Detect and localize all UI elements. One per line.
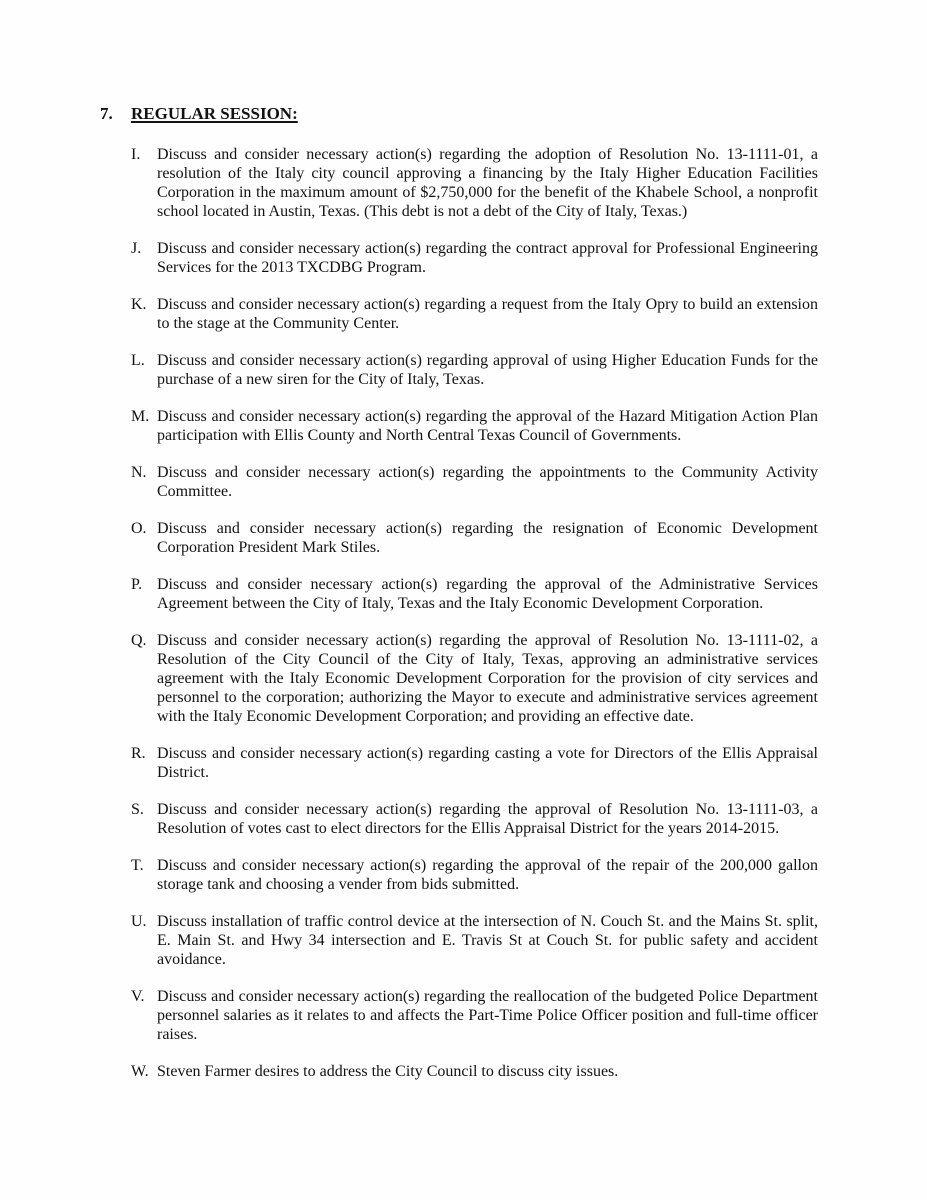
- agenda-item-label: I.: [131, 146, 141, 163]
- agenda-item-label: T.: [131, 857, 144, 874]
- agenda-item-text: Discuss and consider necessary action(s) regarding approval of using Higher Education Funds for the purchase of a new siren for the City of Italy, Texas.: [157, 352, 818, 388]
- agenda-item-text: Discuss and consider necessary action(s) regarding the appointments to the Community Activity Committee.: [157, 464, 818, 500]
- agenda-item-label: R.: [131, 745, 146, 762]
- agenda-item-label: U.: [131, 913, 147, 930]
- agenda-item-text: Discuss and consider necessary action(s) regarding the approval of Resolution No. 13-1111-03, a Resolution of votes cast to elect directors for the Ellis Appraisal District for the years 2014-2015.: [157, 801, 818, 837]
- agenda-item-label: L.: [131, 352, 145, 369]
- agenda-item: [131, 1062, 818, 1081]
- agenda-item-label: J.: [131, 240, 142, 257]
- agenda-item: [131, 463, 818, 501]
- agenda-item-label: K.: [131, 296, 147, 313]
- section-number: 7.: [100, 104, 113, 123]
- section-heading: [100, 104, 927, 124]
- agenda-item: [131, 295, 818, 333]
- agenda-item-text: Steven Farmer desires to address the City Council to discuss city issues.: [157, 1063, 619, 1080]
- agenda-item-label: Q.: [131, 632, 147, 649]
- agenda-item-text: Discuss and consider necessary action(s) regarding the approval of the repair of the 200,000 gallon storage tank and choosing a vender from bids submitted.: [157, 857, 818, 893]
- agenda-item: [131, 987, 818, 1044]
- agenda-item-text: Discuss and consider necessary action(s) regarding a request from the Italy Opry to build an extension to the stage at the Community Center.: [157, 296, 818, 332]
- agenda-item: [131, 239, 818, 277]
- agenda-item: [131, 912, 818, 969]
- agenda-item-label: W.: [131, 1063, 149, 1080]
- agenda-item-label: S.: [131, 801, 144, 818]
- agenda-item: [131, 351, 818, 389]
- section-title: REGULAR SESSION:: [131, 104, 298, 123]
- agenda-item: [131, 519, 818, 557]
- agenda-item-text: Discuss and consider necessary action(s) regarding the resignation of Economic Development Corporation President Mark Stiles.: [157, 520, 818, 556]
- agenda-item-label: N.: [131, 464, 147, 481]
- agenda-item: [131, 856, 818, 894]
- agenda-item-label: O.: [131, 520, 147, 537]
- agenda-item: [131, 631, 818, 726]
- agenda-item-text: Discuss installation of traffic control device at the intersection of N. Couch St. and the Mains St. split, E. Main St. and Hwy 34 intersection and E. Travis St at Couch St. for public safety and accident avoidance.: [157, 913, 818, 968]
- agenda-item-text: Discuss and consider necessary action(s) regarding the approval of Resolution No. 13-1111-02, a Resolution of the City Council of the City of Italy, Texas, approving an administrative services agreement with the Italy Economic Development Corporation for the provision of city services and personnel to the corporation; authorizing the Mayor to execute and administrative services agreement with the Italy Economic Development Corporation; and providing an effective date.: [157, 632, 818, 725]
- agenda-item-text: Discuss and consider necessary action(s) regarding the contract approval for Professional Engineering Services for the 2013 TXCDBG Program.: [157, 240, 818, 276]
- agenda-item: [131, 744, 818, 782]
- agenda-item-label: P.: [131, 576, 143, 593]
- agenda-item: [131, 145, 818, 221]
- agenda-list: [131, 145, 818, 1081]
- agenda-item-text: Discuss and consider necessary action(s) regarding the adoption of Resolution No. 13-1111-01, a resolution of the Italy city council approving a financing by the Italy Higher Education Facilities Corporation in the maximum amount of $2,750,000 for the benefit of the Khabele School, a nonprofit school located in Austin, Texas. (This debt is not a debt of the City of Italy, Texas.): [157, 146, 818, 220]
- agenda-item-label: V.: [131, 988, 145, 1005]
- agenda-item-label: M.: [131, 408, 150, 425]
- agenda-item-text: Discuss and consider necessary action(s) regarding the reallocation of the budgeted Police Department personnel salaries as it relates to and affects the Part-Time Police Officer position and full-time officer raises.: [157, 988, 818, 1043]
- agenda-item-text: Discuss and consider necessary action(s) regarding casting a vote for Directors of the Ellis Appraisal District.: [157, 745, 818, 781]
- agenda-item-text: Discuss and consider necessary action(s) regarding the approval of the Administrative Services Agreement between the City of Italy, Texas and the Italy Economic Development Corporation.: [157, 576, 818, 612]
- agenda-item: [131, 575, 818, 613]
- agenda-item-text: Discuss and consider necessary action(s) regarding the approval of the Hazard Mitigation Action Plan participation with Ellis County and North Central Texas Council of Governments.: [157, 408, 818, 444]
- agenda-item: [131, 407, 818, 445]
- agenda-item: [131, 800, 818, 838]
